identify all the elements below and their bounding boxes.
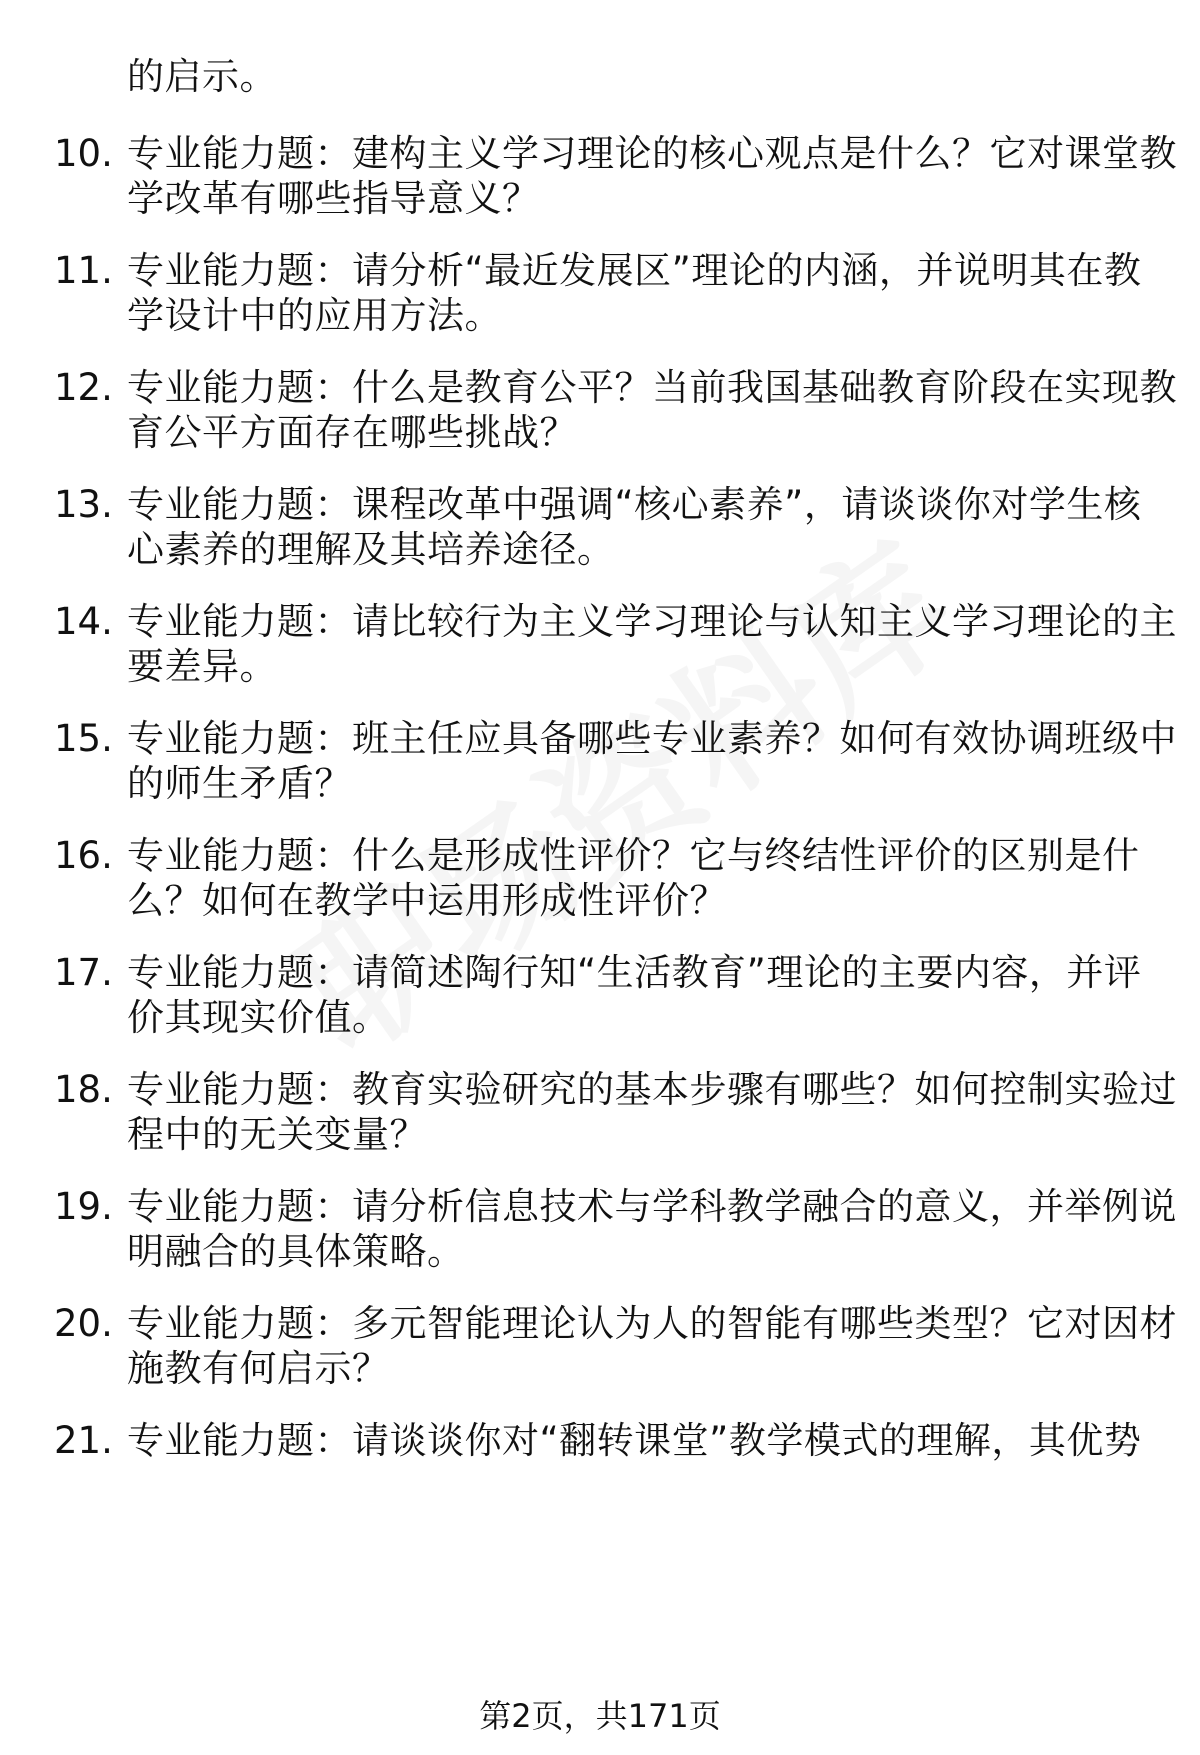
question-line: 专业能力题：多元智能理论认为人的智能有哪些类型？它对因材 [127,1302,1177,1345]
question-number: 19. [54,1185,113,1228]
question-line: 的师生矛盾？ [127,762,352,805]
question-line: 专业能力题：建构主义学习理论的核心观点是什么？它对课堂教 [127,132,1177,175]
question-line: 学改革有哪些指导意义？ [127,177,540,220]
question-line: 专业能力题：请分析“最近发展区”理论的内涵，并说明其在教 [127,249,1142,292]
question-line: 施教有何启示？ [127,1347,390,1390]
question-number: 10. [54,132,113,175]
question-number: 11. [54,249,113,292]
question-line: 专业能力题：请简述陶行知“生活教育”理论的主要内容，并评 [127,951,1142,994]
page-footer: 第2页，共171页 [479,1697,721,1735]
question-number: 14. [54,600,113,643]
question-line: 专业能力题：请比较行为主义学习理论与认知主义学习理论的主 [127,600,1177,643]
question-line: 学设计中的应用方法。 [127,294,502,337]
question-line: 专业能力题：班主任应具备哪些专业素养？如何有效协调班级中 [127,717,1177,760]
question-number: 18. [54,1068,113,1111]
question-line: 专业能力题：什么是形成性评价？它与终结性评价的区别是什 [127,834,1140,877]
question-line: 育公平方面存在哪些挑战？ [127,411,577,454]
question-number: 16. [54,834,113,877]
question-number: 21. [54,1419,113,1462]
question-line: 要差异。 [127,645,277,688]
question-line: 心素养的理解及其培养途径。 [127,528,615,571]
question-number: 13. [54,483,113,526]
question-number: 17. [54,951,113,994]
question-line: 专业能力题：请分析信息技术与学科教学融合的意义，并举例说 [127,1185,1177,1228]
question-line: 程中的无关变量？ [127,1113,427,1156]
question-line: 专业能力题：教育实验研究的基本步骤有哪些？如何控制实验过 [127,1068,1177,1111]
question-line: 专业能力题：请谈谈你对“翻转课堂”教学模式的理解，其优势 [127,1419,1142,1462]
question-line: 专业能力题：什么是教育公平？当前我国基础教育阶段在实现教 [127,366,1177,409]
question-number: 15. [54,717,113,760]
question-number: 12. [54,366,113,409]
question-line: 价其现实价值。 [127,996,390,1039]
question-line: 专业能力题：课程改革中强调“核心素养”，请谈谈你对学生核 [127,483,1142,526]
question-line: 的启示。 [127,55,277,98]
question-number: 20. [54,1302,113,1345]
question-line: 么？如何在教学中运用形成性评价？ [127,879,727,922]
question-line: 明融合的具体策略。 [127,1230,465,1273]
